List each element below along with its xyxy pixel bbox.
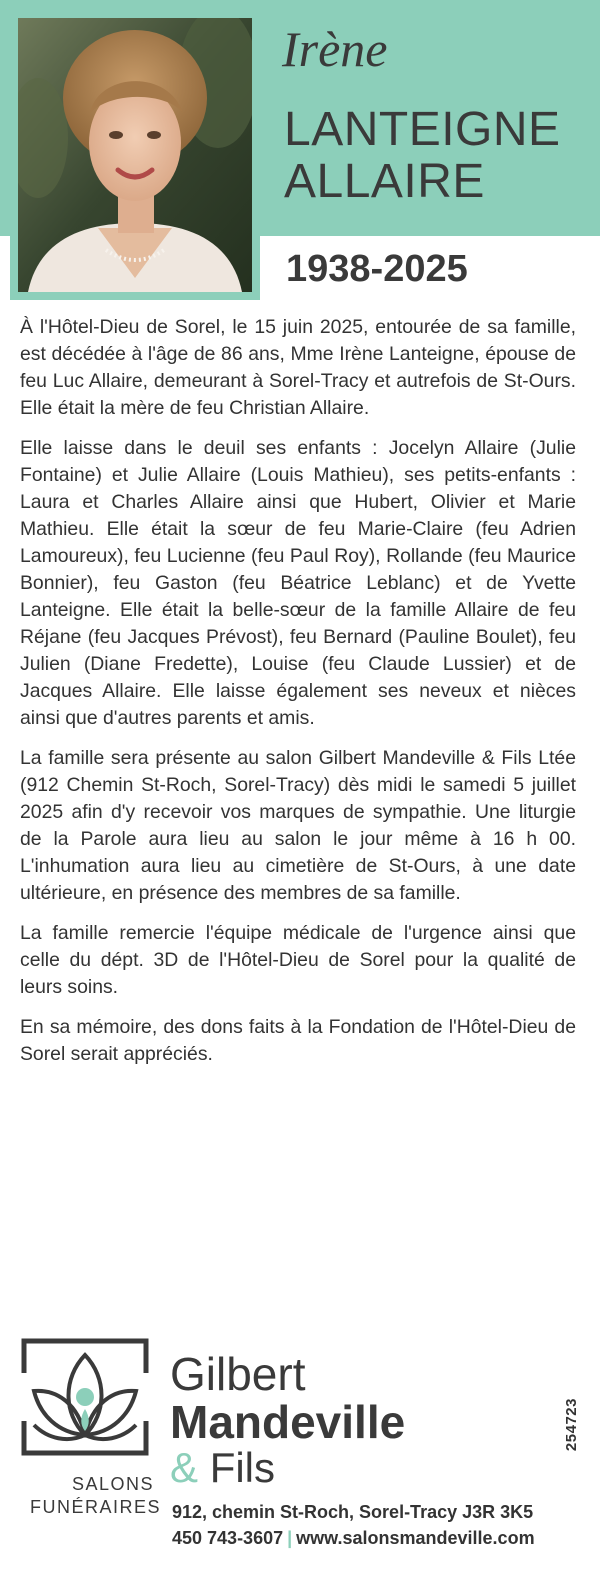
brand-name-line-1: Gilbert: [170, 1348, 306, 1400]
lotus-icon: [18, 1333, 152, 1461]
contact-separator: |: [287, 1528, 293, 1548]
brand-fils: Fils: [209, 1444, 276, 1491]
salons-funeraires-label: [30, 1473, 162, 1519]
last-name: [284, 104, 584, 208]
brand-name-line-2: Mandeville: [170, 1396, 406, 1448]
last-name-line-2: ALLAIRE: [284, 155, 485, 208]
paragraph-donations: En sa mémoire, des dons faits à la Fondation de l'Hôtel-Dieu de Sorel serait appréciés.: [20, 1016, 576, 1065]
phone-number: 450 743-3607: [172, 1528, 284, 1548]
ad-id: 254723: [563, 1398, 580, 1452]
brand-name-line-3: [170, 1446, 275, 1490]
paragraph-family: Elle laisse dans le deuil ses enfants : Jocelyn Allaire (Julie Fontaine) et Julie Allaire (Louis Mathieu), ses petits-enfants : Laura et Charles Allaire ainsi que Hubert, Olivier et Marie Mathieu. Elle était la sœur de feu Marie-Claire (feu Adrien Lamoureux), feu Lucienne (feu Paul Roy), Rollande (feu Maurice Bonnier), feu Gaston (feu Béatrice Leblanc) et de Yvette Lanteigne. Elle était la belle-sœur de la famille Allaire de feu Réjane (feu Jacques Prévost), feu Bernard (Pauline Boulet), feu Julien (Diane Fredette), Louise (feu Claude Lussier) et de Jacques Allaire. Elle laisse également ses neveux et nièces ainsi que d'autres parents et amis.: [20, 437, 576, 729]
contact-line: [172, 1528, 535, 1549]
paragraph-death-notice: À l'Hôtel-Dieu de Sorel, le 15 juin 2025, entourée de sa famille, est décédée à l'âge de 86 ans, Mme Irène Lanteigne, épouse de feu Luc Allaire, demeurant à Sorel-Tracy et autrefois de St-Ours. Elle était la mère de feu Christian Allaire.: [20, 316, 576, 419]
website-link[interactable]: www.salonsmandeville.com: [296, 1528, 535, 1548]
brand-ampersand: &: [170, 1444, 199, 1491]
paragraph-thanks: La famille remercie l'équipe médicale de l'urgence ainsi que celle du dépt. 3D de l'Hôtel-Dieu de Sorel pour la qualité de leurs soins.: [20, 922, 576, 998]
obituary-text: [20, 314, 576, 1081]
last-name-line-1: LANTEIGNE: [284, 103, 561, 156]
first-name: Irène: [282, 21, 388, 77]
salons-label-line-2: FUNÉRAIRES: [30, 1497, 162, 1517]
salons-label-line-1: SALONS: [71, 1474, 154, 1494]
paragraph-visitation: La famille sera présente au salon Gilbert Mandeville & Fils Ltée (912 Chemin St-Roch, Sorel-Tracy) dès midi le samedi 5 juillet 2025 afin d'y recevoir vos marques de sympathie. Une liturgie de la Parole aura lieu au salon le jour même à 16 h 00. L'inhumation aura lieu au cimetière de St-Ours, à une date ultérieure, en présence des membres de sa famille.: [20, 747, 576, 904]
portrait-photo: [18, 18, 252, 292]
funeral-home-address: 912, chemin St-Roch, Sorel-Tracy J3R 3K5: [172, 1502, 534, 1522]
life-years: 1938-2025: [286, 248, 468, 290]
